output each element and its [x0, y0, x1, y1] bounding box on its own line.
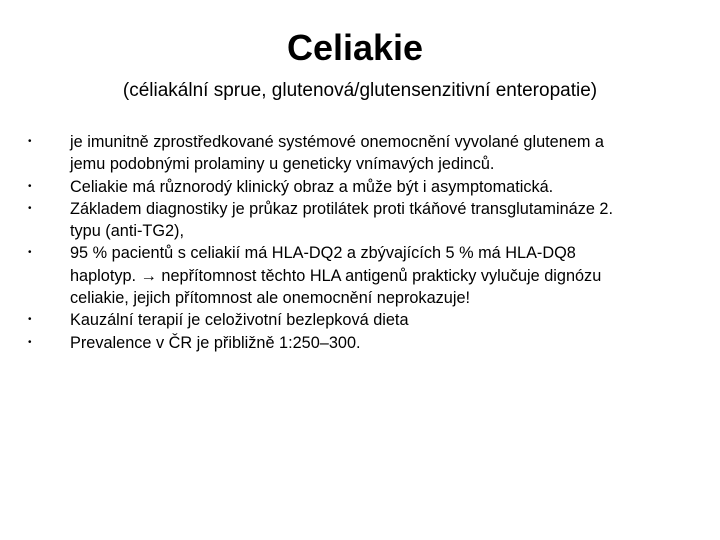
bullet-text-hla: 95 % pacientů s celiakií má HLA-DQ2 a zbývajících 5 % má HLA-DQ8 haplotyp. → nepřítomnost těchto HLA antigenů prakticky vylučuje dignózu celiakie, jejich přítomnost ale onemocnění neprokazuje! — [70, 244, 602, 308]
bullet-marker: • — [28, 247, 32, 259]
bullet-list — [26, 131, 706, 354]
bullet-text-diagnostics: Základem diagnostiky je průkaz protilátek proti tkáňové transglutamináze 2. typu (anti-TG2), — [70, 199, 613, 241]
bullet-text-definition: je imunitně zprostředkované systémové onemocnění vyvolané glutenem a jemu podobnými prolaminy u geneticky vnímavých jedinců. — [70, 133, 604, 174]
bullet-item — [26, 242, 706, 309]
slide-title: Celiakie — [286, 27, 424, 68]
bullet-item — [26, 332, 706, 354]
bullet-text-prevalence: Prevalence v ČR je přibližně 1:250–300. — [70, 333, 361, 352]
bullet-item — [26, 309, 706, 331]
bullet-marker: • — [28, 136, 32, 147]
bullet-item — [26, 198, 706, 243]
bullet-marker: • — [28, 202, 32, 214]
bullet-marker: • — [28, 336, 32, 348]
bullet-item — [26, 131, 706, 176]
bullet-item — [26, 176, 706, 198]
bullet-marker: • — [28, 314, 32, 326]
bullet-marker: • — [28, 180, 32, 192]
bullet-text-clinical-picture: Celiakie má různorodý klinický obraz a může být i asymptomatická. — [70, 177, 554, 196]
slide-subtitle: (céliakální sprue, glutenová/glutensenzitivní enteropatie) — [122, 80, 598, 101]
bullet-text-therapy: Kauzální terapií je celoživotní bezlepková dieta — [70, 311, 409, 330]
